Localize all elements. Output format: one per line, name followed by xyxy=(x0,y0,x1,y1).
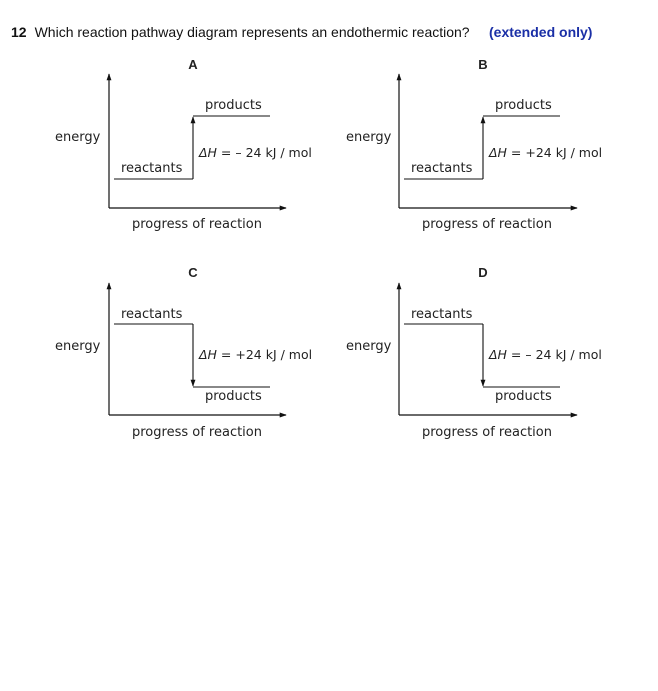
delta-h-symbol: ΔH xyxy=(489,347,507,362)
delta-h-label xyxy=(488,145,602,160)
delta-h-value: = +24 kJ / mol xyxy=(216,347,313,362)
delta-h-symbol: ΔH xyxy=(199,347,217,362)
diagram-letter: A xyxy=(188,57,198,72)
energy-label: energy xyxy=(346,339,392,354)
reactants-label: reactants xyxy=(411,161,473,176)
products-label: products xyxy=(495,389,552,404)
diagram-d xyxy=(346,265,602,440)
delta-h-label xyxy=(488,347,602,362)
delta-h-value: = – 24 kJ / mol xyxy=(506,347,602,362)
progress-label: progress of reaction xyxy=(422,217,552,232)
delta-h-symbol: ΔH xyxy=(199,145,217,160)
diagram-b xyxy=(346,57,602,232)
delta-h-symbol: ΔH xyxy=(489,145,507,160)
question-prompt: Which reaction pathway diagram represents an endothermic reaction? xyxy=(34,24,470,40)
energy-label: energy xyxy=(55,130,101,145)
extended-only-tag: (extended only) xyxy=(489,24,593,40)
products-label: products xyxy=(205,98,262,113)
progress-label: progress of reaction xyxy=(132,217,262,232)
diagram-letter: B xyxy=(478,57,488,72)
products-label: products xyxy=(205,389,262,404)
progress-label: progress of reaction xyxy=(132,425,262,440)
delta-h-label xyxy=(198,347,312,362)
diagram-a xyxy=(55,57,312,232)
energy-label: energy xyxy=(346,130,392,145)
delta-h-value: = +24 kJ / mol xyxy=(506,145,603,160)
products-label: products xyxy=(495,98,552,113)
diagram-letter: D xyxy=(478,265,488,280)
progress-label: progress of reaction xyxy=(422,425,552,440)
reactants-label: reactants xyxy=(121,307,183,322)
diagram-letter: C xyxy=(188,265,198,280)
reactants-label: reactants xyxy=(411,307,473,322)
reactants-label: reactants xyxy=(121,161,183,176)
energy-label: energy xyxy=(55,339,101,354)
diagram-c xyxy=(55,265,312,440)
delta-h-label xyxy=(198,145,312,160)
delta-h-value: = – 24 kJ / mol xyxy=(216,145,312,160)
question-number: 12 xyxy=(11,24,27,40)
